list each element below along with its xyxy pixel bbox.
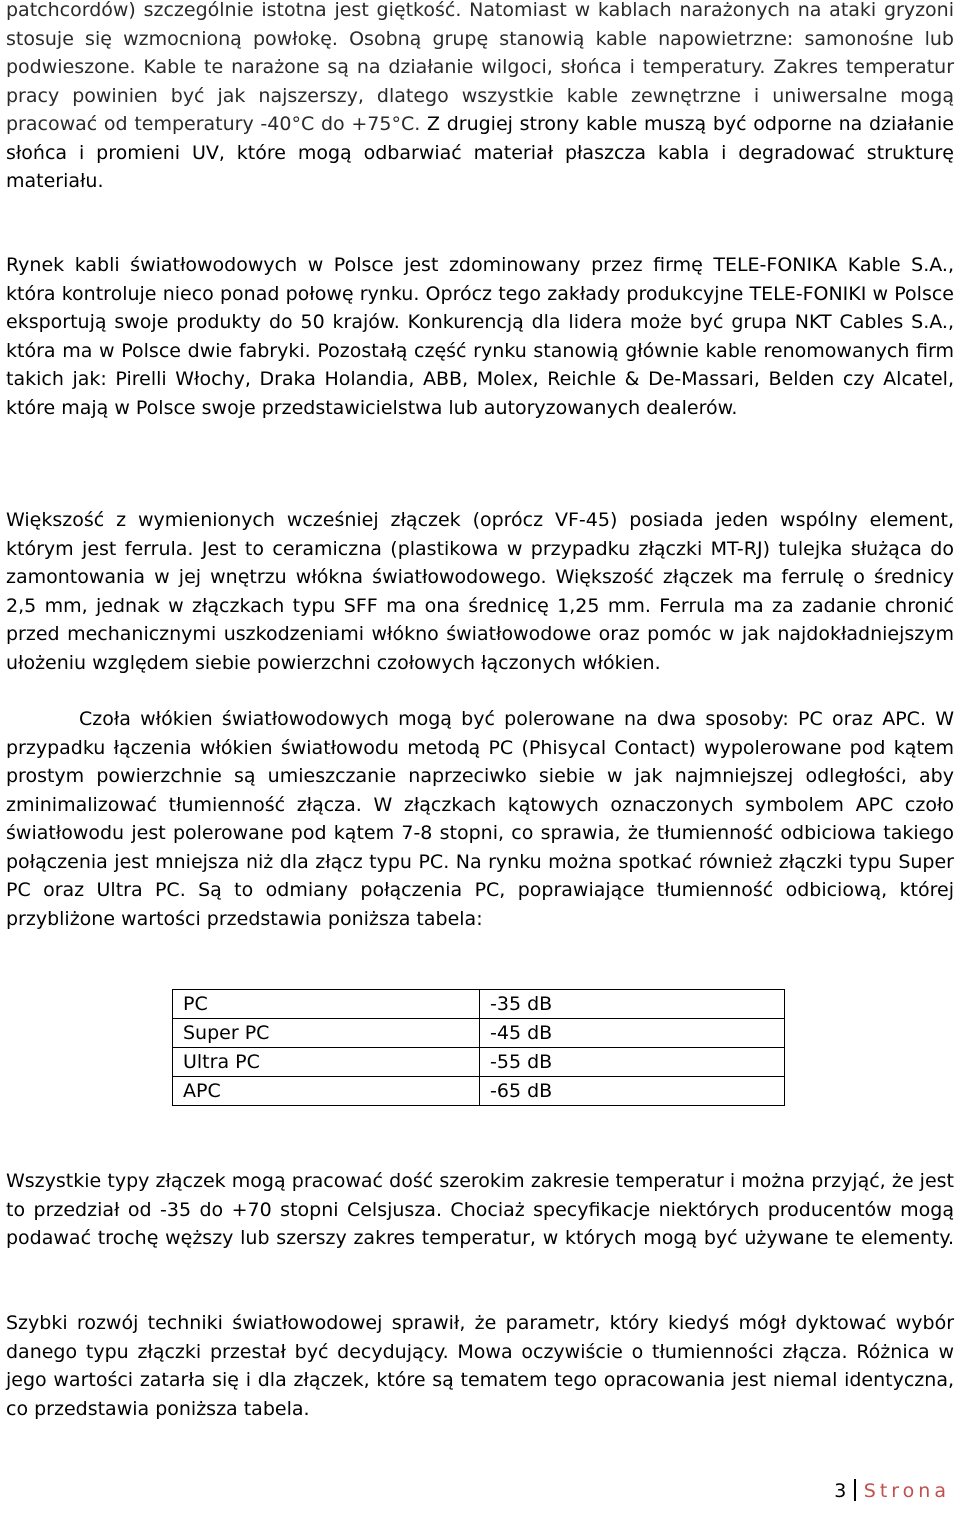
attenuation-table-wrap (172, 989, 785, 1106)
page-number: 3 (834, 1480, 847, 1502)
attenuation-table (172, 989, 785, 1106)
paragraph-cables (6, 0, 954, 196)
paragraph-cables-text-a: patchcordów) szczególnie istotna jest giętkość. Natomiast w kablach narażonych na ataki gryzoni stosuje się wzmocnioną powłokę. Osobną grupę stanowią kable napowietrzne: samonośne lub podwieszone. Kable te narażone są na działanie wilgoci, słońca i temperatury. Zakres temperatur pracy powinien być jak najszerszy, dlatego wszystkie kable zewnętrzne i uniwersalne mogą pracować od temperatury -40°C do +75°C. (6, 0, 954, 135)
page-footer (834, 1477, 950, 1505)
table-row (173, 990, 785, 1019)
table-cell-type: Ultra PC (173, 1048, 480, 1077)
table-cell-type: Super PC (173, 1019, 480, 1048)
table-row (173, 1077, 785, 1106)
table-row (173, 1019, 785, 1048)
paragraph-ferrule-text: Większość z wymienionych wcześniej złączek (oprócz VF-45) posiada jeden wspólny element, którym jest ferrula. Jest to ceramiczna (plastikowa w przypadku złączki MT-RJ) tulejka służąca do zamontowania w jej wnętrzu włókna światłowodowego. Większość złączek ma ferrulę o średnicy 2,5 mm, jednak w złączkach typu SFF ma ona średnicę 1,25 mm. Ferrula ma za zadanie chronić przed mechanicznymi uszkodzeniami włókno światłowodowe oraz pomóc w jak najdokładniejszym ułożeniu względem siebie powierzchni czołowych łączonych włókien. (6, 509, 954, 674)
table-cell-value: -65 dB (480, 1077, 785, 1106)
table-cell-type: APC (173, 1077, 480, 1106)
paragraph-attenuation-text: Szybki rozwój techniki światłowodowej sprawił, że parametr, który kiedyś mógł dyktować wybór danego typu złączki przestał być decydujący. Mowa oczywiście o tłumienności złącza. Różnica w jego wartości zatarła się i dla złączek, które są tematem tego opracowania jest niemal identyczna, co przedstawia poniższa tabela. (6, 1312, 954, 1420)
paragraph-cables-text-b: Z drugiej strony kable muszą być odporne na działanie słońca i promieni UV, które mogą odbarwiać materiał płaszcza kabla i degradować strukturę materiału. (6, 113, 954, 192)
paragraph-polishing (6, 705, 954, 933)
table-cell-value: -55 dB (480, 1048, 785, 1077)
page-word: Strona (863, 1480, 950, 1502)
footer-divider (854, 1479, 856, 1501)
paragraph-polishing-text: Czoła włókien światłowodowych mogą być polerowane na dwa sposoby: PC oraz APC. W przypadku łączenia włókien światłowodu metodą PC (Phisycal Contact) wypolerowane pod kątem prostym powierzchnie są umieszczanie naprzeciwko siebie w jak najmniejszej odległości, aby zminimalizować tłumienność złącza. W złączkach kątowych oznaczonych symbolem APC czoło światłowodu jest polerowane pod kątem 7-8 stopni, co sprawia, że tłumienność odbiciowa takiego połączenia jest mniejsza niż dla złącz typu PC. Na rynku można spotkać również złączki typu Super PC oraz Ultra PC. Są to odmiany połączenia PC, poprawiające tłumienność odbiciową, której przybliżone wartości przedstawia poniższa tabela: (6, 708, 954, 930)
paragraph-market (6, 251, 954, 422)
paragraph-ferrule (6, 506, 954, 677)
table-cell-type: PC (173, 990, 480, 1019)
table-cell-value: -45 dB (480, 1019, 785, 1048)
paragraph-temperature-text: Wszystkie typy złączek mogą pracować dość szerokim zakresie temperatur i można przyjąć, że jest to przedział od -35 do +70 stopni Celsjusza. Chociaż specyfikacje niektórych producentów mogą podawać trochę węższy lub szerszy zakres temperatur, w których mogą być używane te elementy. (6, 1170, 954, 1249)
paragraph-attenuation (6, 1309, 954, 1423)
paragraph-temperature (6, 1167, 954, 1253)
attenuation-table-body (173, 990, 785, 1106)
table-row (173, 1048, 785, 1077)
paragraph-market-text: Rynek kabli światłowodowych w Polsce jest zdominowany przez firmę TELE-FONIKA Kable S.A., która kontroluje nieco ponad połowę rynku. Oprócz tego zakłady produkcyjne TELE-FONIKI w Polsce eksportują swoje produkty do 50 krajów. Konkurencją dla lidera może być grupa NKT Cables S.A., która ma w Polsce dwie fabryki. Pozostałą część rynku stanowią głównie kable renomowanych firm takich jak: Pirelli Włochy, Draka Holandia, ABB, Molex, Reichle & De-Massari, Belden czy Alcatel, które mają w Polsce swoje przedstawicielstwa lub autoryzowanych dealerów. (6, 254, 954, 419)
table-cell-value: -35 dB (480, 990, 785, 1019)
